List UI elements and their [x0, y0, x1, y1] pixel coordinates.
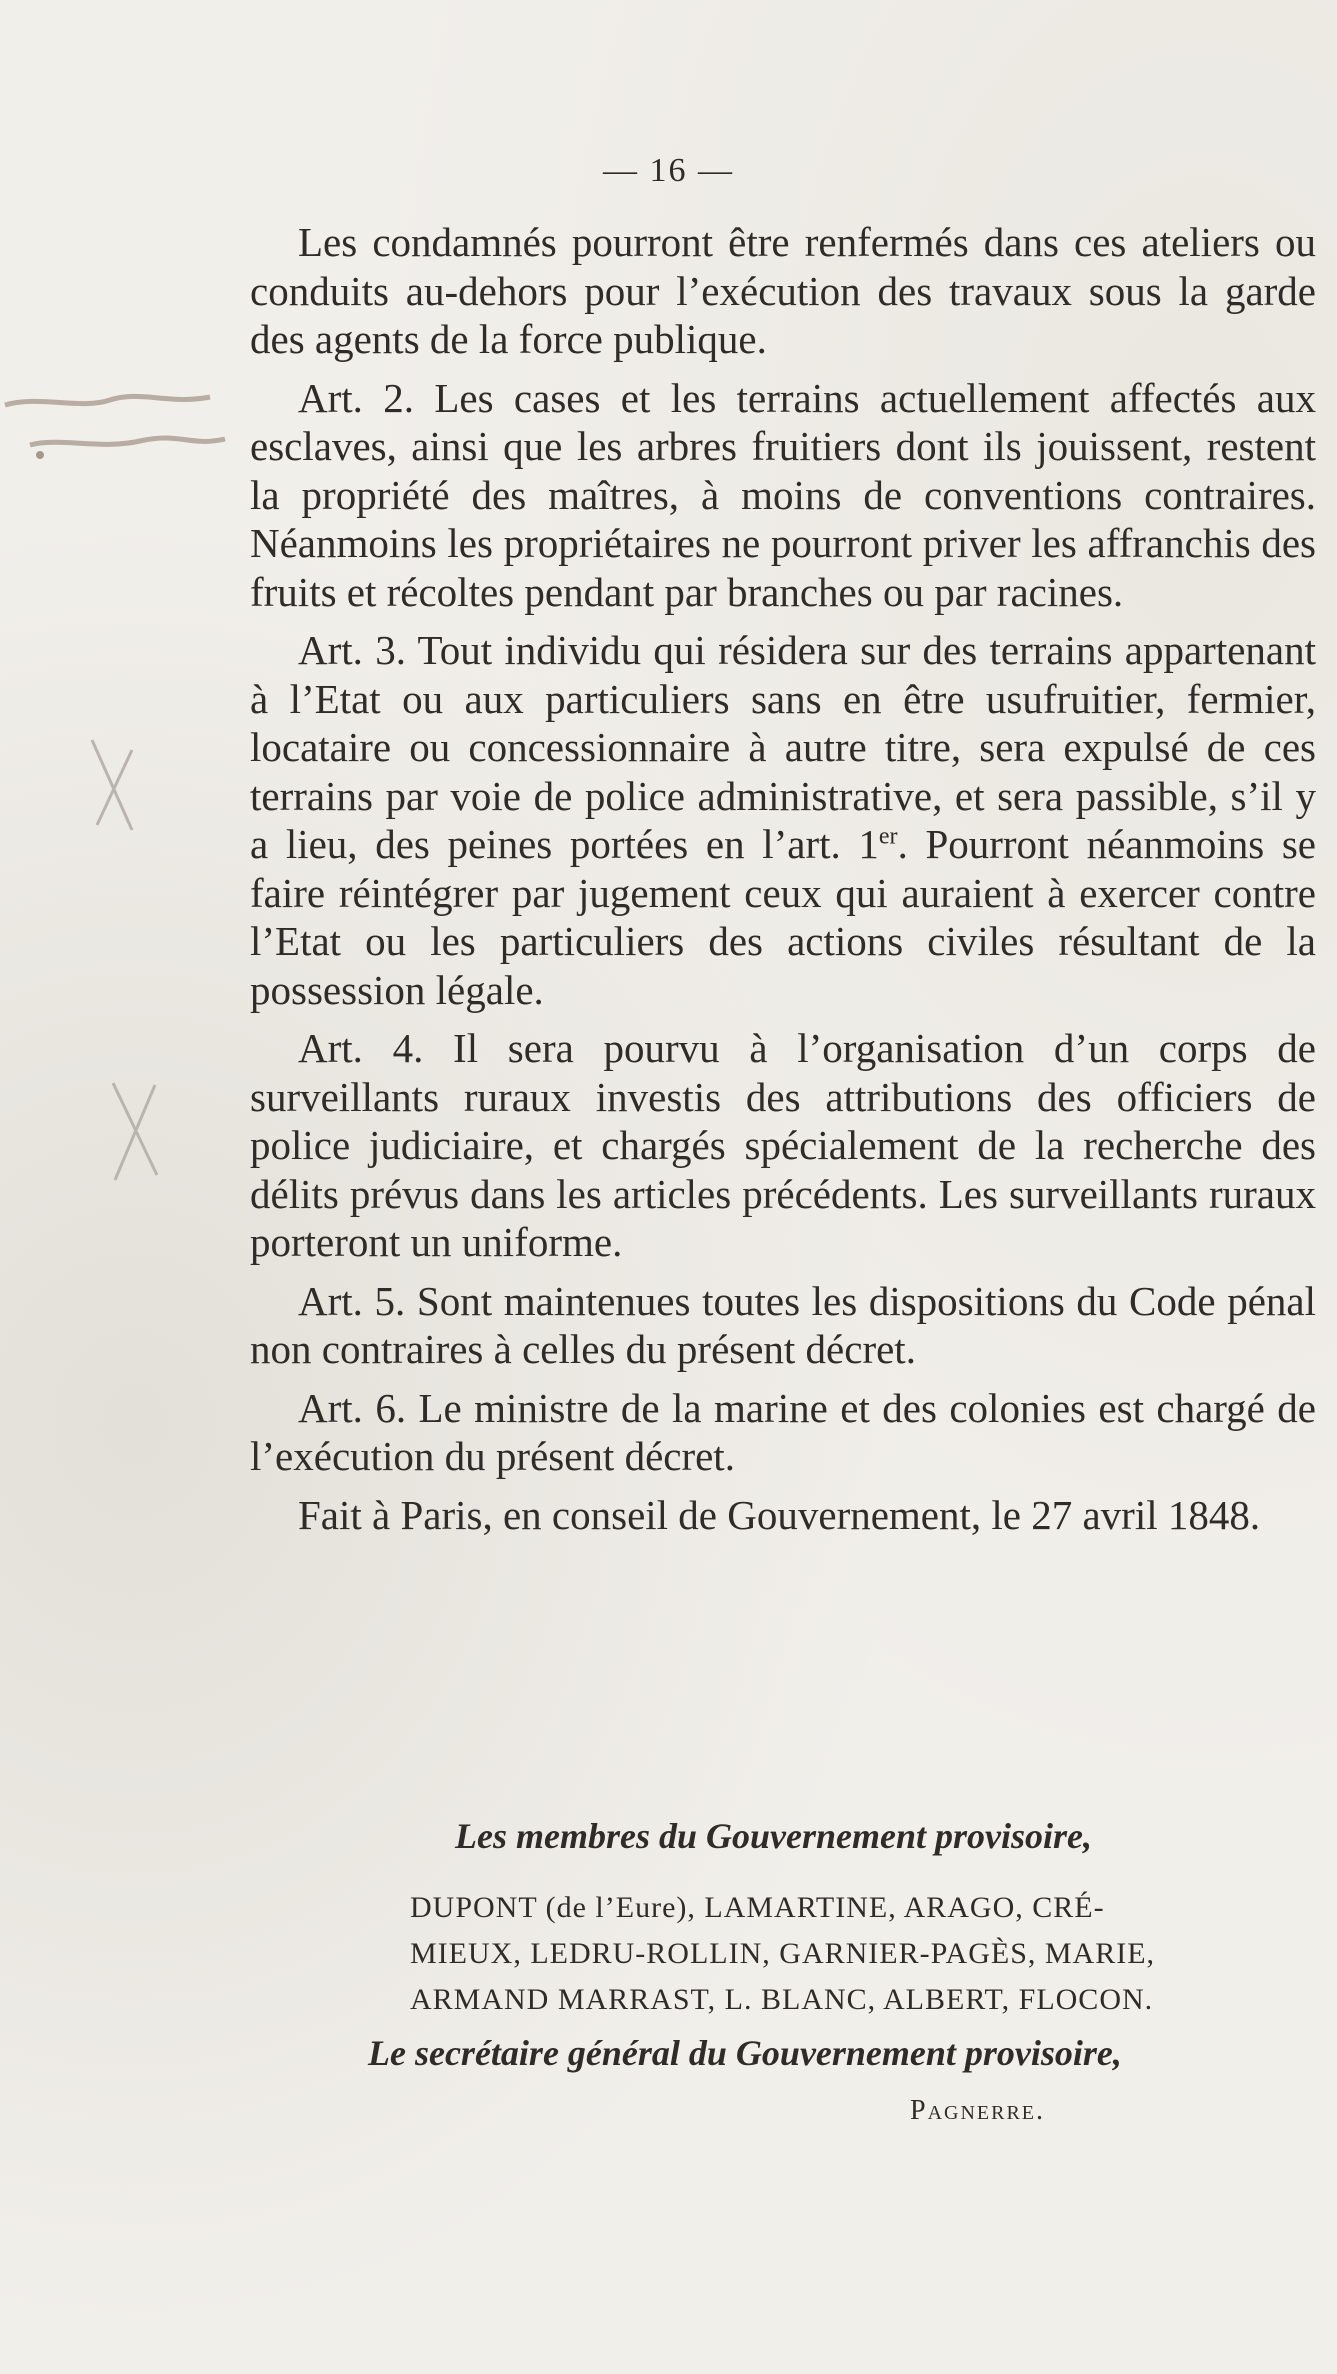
superscript-er: er — [878, 823, 898, 850]
paragraph-continuation: Les condamnés pourront être renfermés dans ces ateliers ou conduits au-dehors pour l’exécution des travaux sous la garde des agents de la force publique. — [250, 219, 1316, 362]
pencil-x-mark-icon — [105, 1075, 165, 1185]
art-3-text-rest: . Pourront néanmoins se faire réintégrer par jugement ceux qui auraient à exercer contre l’Etat ou les particuliers des actions civiles résultant de la possession légale. — [250, 821, 1317, 1013]
names-line-1: DUPONT (de l’Eure), LAMARTINE, ARAGO, CRÉ- — [410, 1891, 1105, 1924]
signatories-heading: Les membres du Gouvernement provisoire, — [455, 1816, 1092, 1856]
paragraph-art-2: Art. 2. Les cases et les terrains actuellement affectés aux esclaves, ainsi que les arbres fruitiers dont ils jouissent, restent la propriété des maîtres, à moins de conventions contraires. Néanmoins les propriétaires ne pourront priver les affranchis des fruits et récoltes pendant par branches ou par racines. — [250, 374, 1316, 615]
paragraph-art-3 — [250, 626, 1316, 1014]
signatories-names — [410, 1885, 1320, 2023]
body-text — [250, 218, 1316, 1549]
names-line-3: ARMAND MARRAST, L. BLANC, ALBERT, FLOCON. — [410, 1983, 1154, 2016]
paragraph-fait-a-paris: Fait à Paris, en conseil de Gouvernement, le 27 avril 1848. — [298, 1491, 1261, 1538]
pencil-x-mark-icon — [82, 735, 142, 835]
paragraph-art-5: Art. 5. Sont maintenues toutes les dispositions du Code pénal non contraires à celles du présent décret. — [250, 1277, 1316, 1372]
paragraph-art-6: Art. 6. Le ministre de la marine et des colonies est chargé de l’exécution du présent décret. — [250, 1384, 1316, 1479]
secretary-name: Pagnerre. — [910, 2095, 1046, 2126]
names-line-2: MIEUX, LEDRU-ROLLIN, GARNIER-PAGÈS, MARIE, — [410, 1937, 1156, 1970]
page-number: — 16 — — [603, 152, 734, 189]
secretary-heading: Le secrétaire général du Gouvernement provisoire, — [368, 2033, 1122, 2073]
handwritten-marginalia-icon — [0, 375, 240, 485]
paragraph-art-4: Art. 4. Il sera pourvu à l’organisation d’un corps de surveillants ruraux investis des attributions des officiers de police judiciaire, et chargés spécialement de la recherche des délits prévus dans les articles précédents. Les surveillants ruraux porteront un uniforme. — [250, 1025, 1316, 1265]
art-3-text: Art. 3. Tout individu qui résidera sur des terrains appartenant à l’Etat ou aux particuliers sans en être usufruitier, fermier, locataire ou concessionnaire à autre titre, sera expulsé de ces terrains par voie de police administrative, et sera passible, s’il y a lieu, des peines portées en l’art. 1 — [250, 627, 1316, 867]
